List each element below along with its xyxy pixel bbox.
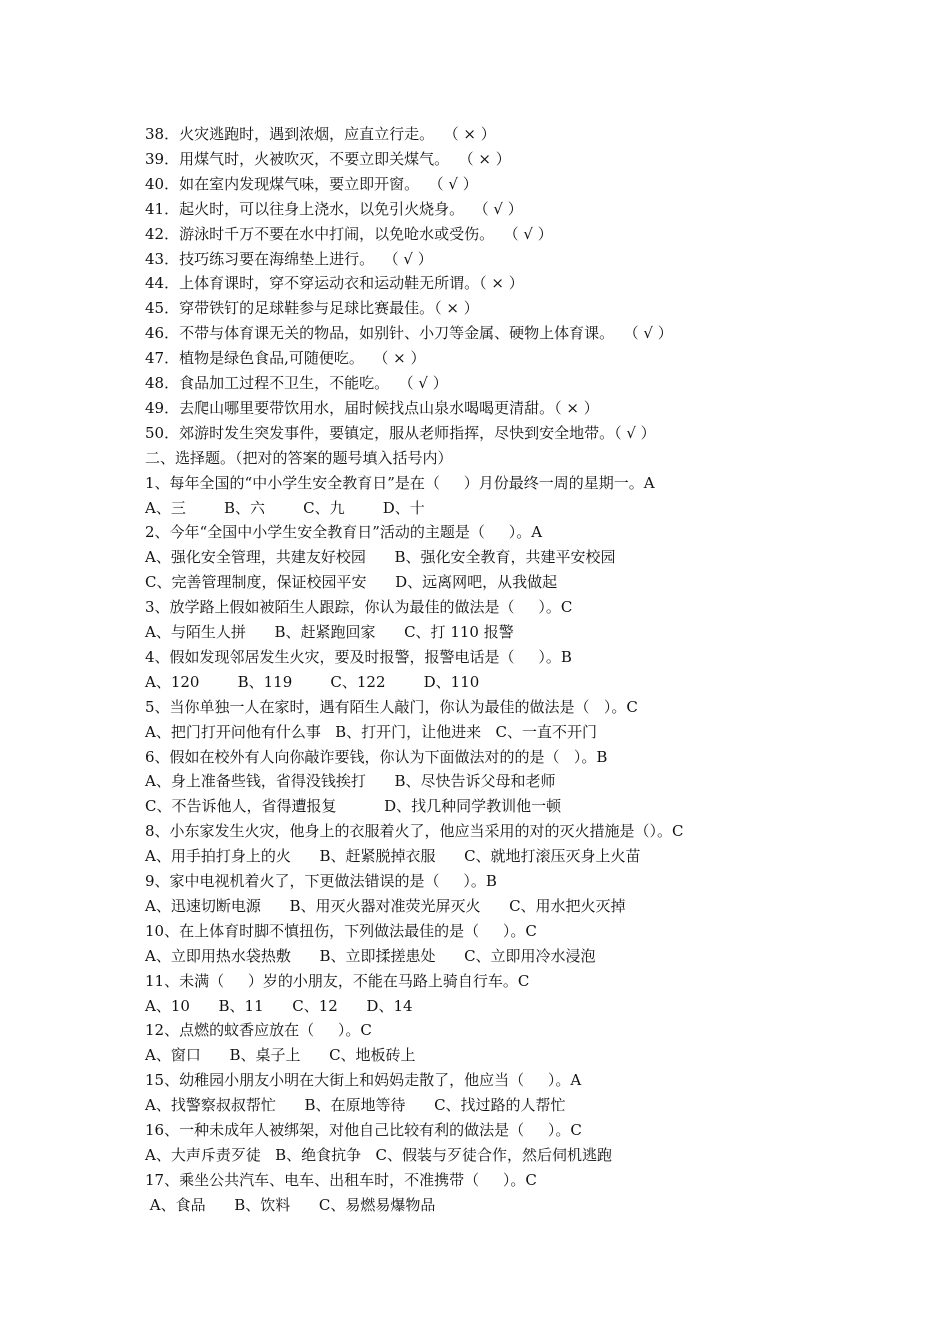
text-line: C、不告诉他人，省得遭报复 D、找几种同学教训他一顿 xyxy=(145,797,562,816)
text-line: 16、一种未成年人被绑架，对他自己比较有利的做法是（ ）。C xyxy=(145,1121,582,1139)
text-line: 43．技巧练习要在海绵垫上进行。 （ √ ） xyxy=(145,249,433,268)
text-line: A、与陌生人拼 B、赶紧跑回家 C、打 110 报警 xyxy=(145,623,514,641)
text-line: 二、选择题。（把对的答案的题号填入括号内） xyxy=(145,448,453,467)
text-line: A、迅速切断电源 B、用灭火器对准荧光屏灭火 C、用水把火灭掉 xyxy=(145,896,626,915)
text-line: 15、幼稚园小朋友小明在大街上和妈妈走散了，他应当（ ）。A xyxy=(145,1071,582,1090)
text-line: 17、乘坐公共汽车、电车、出租车时，不准携带（ ）。C xyxy=(145,1170,537,1189)
text-line: 41．起火时，可以往身上浇水，以免引火烧身。 （ √ ） xyxy=(145,199,523,218)
text-line: 50．郊游时发生突发事件，要镇定，服从老师指挥，尽快到安全地带。（ √ ） xyxy=(145,423,656,442)
text-line: 11、未满（ ）岁的小朋友，不能在马路上骑自行车。C xyxy=(145,971,530,990)
text-line: A、找警察叔叔帮忙 B、在原地等待 C、找过路的人帮忙 xyxy=(145,1096,566,1115)
text-line: A、强化安全管理，共建友好校园 B、强化安全教育，共建平安校园 xyxy=(145,548,616,567)
text-line: A、把门打开问他有什么事 B、打开门，让他进来 C、一直不开门 xyxy=(145,722,597,741)
text-line: 44．上体育课时，穿不穿运动衣和运动鞋无所谓。（ × ） xyxy=(145,274,524,293)
text-line: 42．游泳时千万不要在水中打闹，以免呛水或受伤。 （ √ ） xyxy=(145,224,553,243)
text-line: 9、家中电视机着火了，下更做法错误的是（ ）。B xyxy=(145,872,497,890)
text-line: C、完善管理制度，保证校园平安 D、远离网吧，从我做起 xyxy=(145,573,558,592)
text-line: 6、假如在校外有人向你敲诈要钱，你认为下面做法对的的是（ ）。B xyxy=(145,747,608,766)
text-line: 3、放学路上假如被陌生人跟踪，你认为最佳的做法是（ ）。C xyxy=(145,598,573,617)
text-line: A、三 B、六 C、九 D、十 xyxy=(145,498,425,517)
text-line: 38．火灾逃跑时，遇到浓烟，应直立行走。 （ × ） xyxy=(145,125,496,143)
text-line: A、身上准备些钱，省得没钱挨打 B、尽快告诉父母和老师 xyxy=(145,772,556,791)
text-line: 5、当你单独一人在家时，遇有陌生人敲门，你认为最佳的做法是（ ）。C xyxy=(145,697,638,716)
text-line: 39．用煤气时，火被吹灭，不要立即关煤气。 （ × ） xyxy=(145,149,511,168)
text-line: A、立即用热水袋热敷 B、立即揉搓患处 C、立即用冷水浸泡 xyxy=(145,946,596,965)
text-line: 2、今年“全国中小学生安全教育日”活动的主题是（ ）。A xyxy=(145,523,543,542)
text-line: 10、在上体育时脚不慎扭伤，下列做法最佳的是（ ）。C xyxy=(145,921,537,940)
text-line: 8、小东家发生火灾，他身上的衣服着火了，他应当采用的对的灭火措施是（）。C xyxy=(145,822,684,841)
text-line: A、大声斥责歹徒 B、绝食抗争 C、假装与歹徒合作，然后伺机逃跑 xyxy=(145,1145,612,1164)
text-line: 4、假如发现邻居发生火灾，要及时报警，报警电话是（ ）。B xyxy=(145,647,572,666)
text-line: 12、点燃的蚊香应放在（ ）。C xyxy=(145,1021,372,1040)
text-line: 47．植物是绿色食品,可随便吃。 （ × ） xyxy=(145,349,426,368)
text-line: A、10 B、11 C、12 D、14 xyxy=(145,996,413,1015)
text-line: 48．食品加工过程不卫生，不能吃。 （ √ ） xyxy=(145,374,448,392)
text-line: 49．去爬山哪里要带饮用水，届时候找点山泉水喝喝更清甜。（ × ） xyxy=(145,398,599,417)
text-line: A、120 B、119 C、122 D、110 xyxy=(145,672,480,691)
text-line: A、食品 B、饮料 C、易燃易爆物品 xyxy=(145,1195,436,1214)
text-line: 46．不带与体育课无关的物品，如别针、小刀等金属、硬物上体育课。 （ √ ） xyxy=(145,324,673,343)
text-line: A、窗口 B、桌子上 C、地板砖上 xyxy=(145,1046,416,1065)
text-line: 40．如在室内发现煤气味，要立即开窗。 （ √ ） xyxy=(145,174,478,193)
text-line: A、用手拍打身上的火 B、赶紧脱掉衣服 C、就地打滚压灭身上火苗 xyxy=(145,847,641,866)
text-line: 1、每年全国的“中小学生安全教育日”是在（ ）月份最终一周的星期一。A xyxy=(145,473,655,492)
text-line: 45．穿带铁钉的足球鞋参与足球比赛最佳。（ × ） xyxy=(145,299,479,318)
